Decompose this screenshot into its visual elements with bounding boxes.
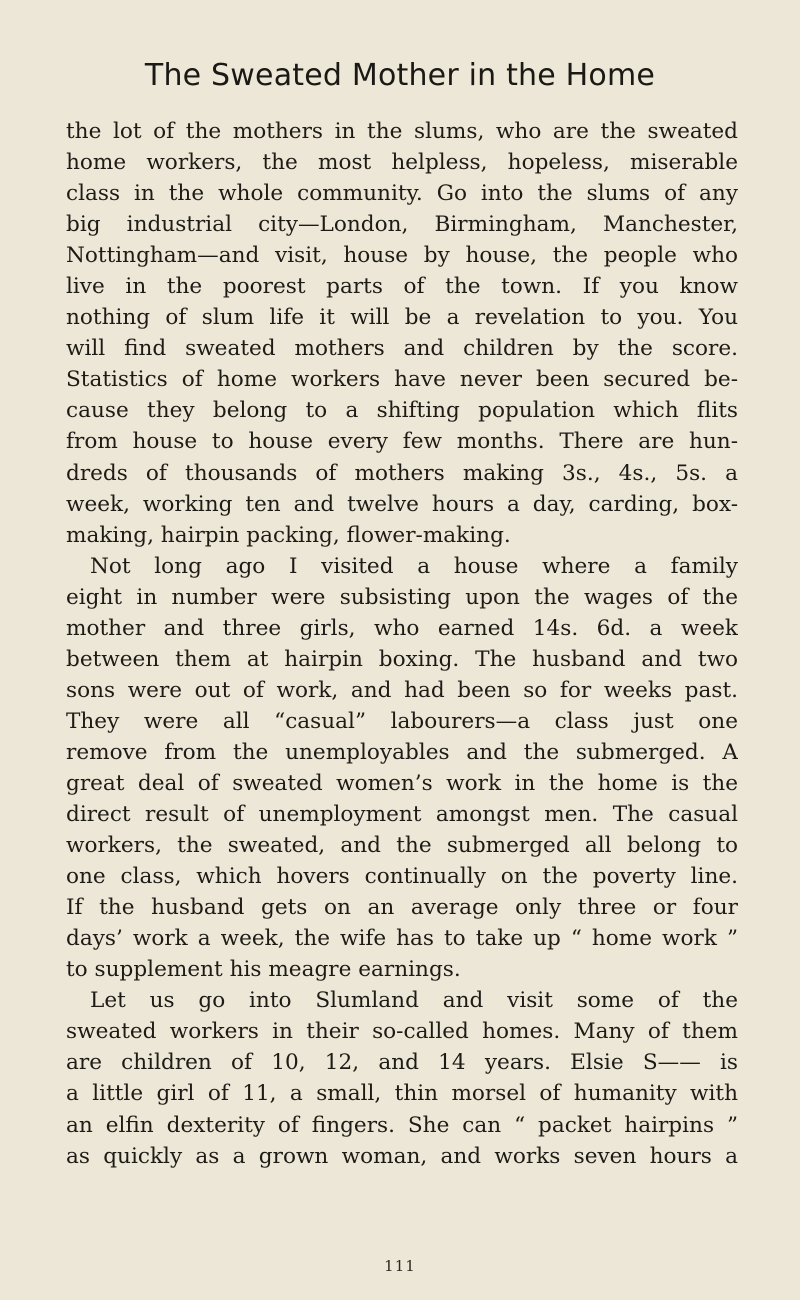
text-line: workers, the sweated, and the submerged all belong to <box>66 833 738 859</box>
page-number: 111 <box>384 1257 416 1275</box>
text-line: one class, which hovers continually on the poverty line. <box>66 864 738 890</box>
text-line: Not long ago I visited a house where a family <box>90 553 738 579</box>
text-line: days’ work a week, the wife has to take up “ home work ” <box>66 926 738 952</box>
text-line: an elfin dexterity of fingers. She can “ packet hairpins ” <box>66 1112 738 1138</box>
text-line: direct result of unemployment amongst men. The casual <box>66 802 738 828</box>
text-line: the lot of the mothers in the slums, who are the sweated <box>66 119 738 144</box>
text-line: Statistics of home workers have never been secured be- <box>66 367 738 393</box>
text-line: remove from the unemployables and the submerged. A <box>66 739 738 765</box>
text-line: sons were out of work, and had been so for weeks past. <box>66 677 738 703</box>
text-line: will find sweated mothers and children by the score. <box>66 336 738 362</box>
text-line: making, hairpin packing, flower-making. <box>66 522 511 548</box>
text-line: nothing of slum life it will be a revelation to you. You <box>66 305 738 331</box>
body-text <box>66 116 738 1172</box>
text-line: are children of 10, 12, and 14 years. Elsie S—— is <box>66 1050 738 1076</box>
text-line: a little girl of 11, a small, thin morsel of humanity with <box>66 1081 738 1107</box>
text-line: cause they belong to a shifting population which flits <box>66 398 738 424</box>
text-line: mother and three girls, who earned 14s. 6d. a week <box>66 615 738 641</box>
text-line: to supplement his meagre earnings. <box>66 957 461 983</box>
running-head: The Sweated Mother in the Home <box>144 58 656 93</box>
text-line: live in the poorest parts of the town. If you know <box>66 274 738 300</box>
text-line: from house to house every few months. There are hun- <box>66 429 738 455</box>
text-line: Let us go into Slumland and visit some of the <box>90 988 738 1014</box>
text-line: eight in number were subsisting upon the wages of the <box>66 584 738 610</box>
text-line: class in the whole community. Go into the slums of any <box>66 181 738 207</box>
text-line: home workers, the most helpless, hopeless, miserable <box>66 150 738 176</box>
text-line: They were all “casual” labourers—a class just one <box>66 708 738 734</box>
text-line: great deal of sweated women’s work in the home is the <box>66 770 738 796</box>
text-line: week, working ten and twelve hours a day, carding, box- <box>66 491 738 517</box>
text-line: as quickly as a grown woman, and works seven hours a <box>66 1143 738 1169</box>
text-line: big industrial city—London, Birmingham, Manchester, <box>66 212 738 238</box>
text-line: sweated workers in their so-called homes. Many of them <box>66 1019 738 1045</box>
text-line: dreds of thousands of mothers making 3s., 4s., 5s. a <box>66 460 738 486</box>
text-line: between them at hairpin boxing. The husband and two <box>66 646 738 672</box>
text-line: Nottingham—and visit, house by house, the people who <box>66 243 738 269</box>
text-line: If the husband gets on an average only three or four <box>66 895 738 921</box>
